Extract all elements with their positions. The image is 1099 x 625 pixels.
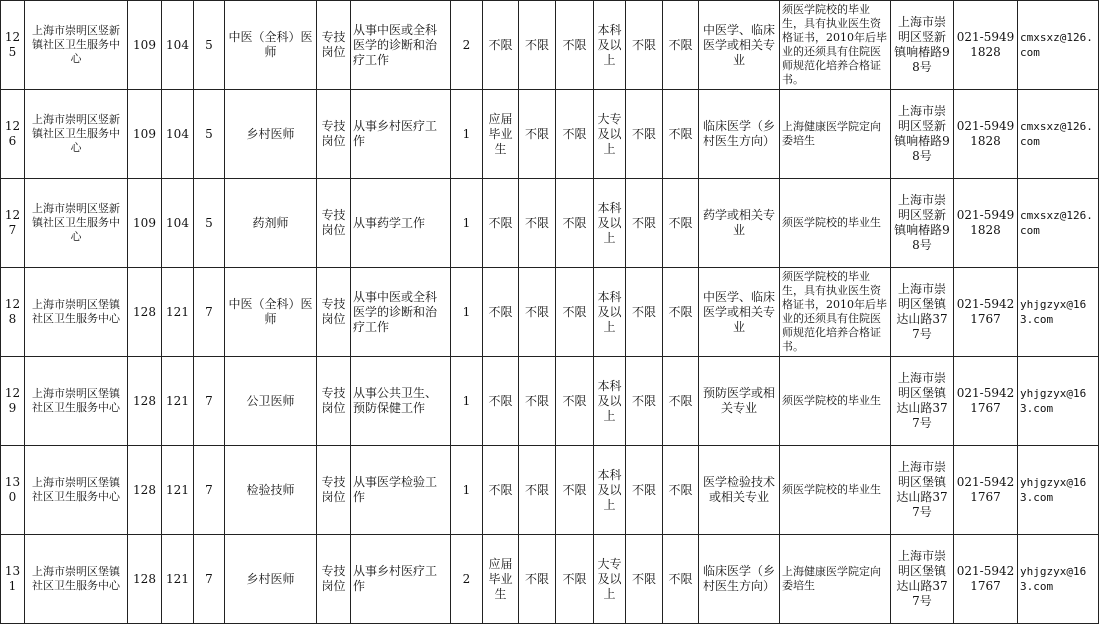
- position-type: 专技岗位: [317, 268, 351, 357]
- unit-name: 上海市崇明区竖新镇社区卫生服务中心: [25, 90, 128, 179]
- unit-name: 上海市崇明区竖新镇社区卫生服务中心: [25, 1, 128, 90]
- other-requirements: 须医学院校的毕业生: [780, 446, 891, 535]
- position-name: 药剂师: [225, 179, 317, 268]
- position-name: 乡村医师: [225, 90, 317, 179]
- address: 上海市崇明区堡镇达山路377号: [891, 357, 954, 446]
- position-name: 中医（全科）医师: [225, 268, 317, 357]
- category-code: 7: [194, 535, 225, 624]
- req-1: 不限: [483, 179, 519, 268]
- req-5: 不限: [663, 357, 699, 446]
- unit-name: 上海市崇明区堡镇社区卫生服务中心: [25, 357, 128, 446]
- req-2: 不限: [519, 357, 556, 446]
- dept-code: 104: [162, 90, 194, 179]
- table-row: [1, 268, 1099, 357]
- education: 本科及以上: [594, 446, 626, 535]
- education: 本科及以上: [594, 1, 626, 90]
- job-duty: 从事乡村医疗工作: [351, 90, 451, 179]
- req-5: 不限: [663, 535, 699, 624]
- table-row: [1, 90, 1099, 179]
- req-4: 不限: [626, 357, 663, 446]
- row-number: 128: [1, 268, 25, 357]
- unit-code: 109: [128, 179, 162, 268]
- unit-name: 上海市崇明区堡镇社区卫生服务中心: [25, 446, 128, 535]
- position-name: 公卫医师: [225, 357, 317, 446]
- job-duty: 从事医学检验工作: [351, 446, 451, 535]
- table-row: [1, 179, 1099, 268]
- phone: 021-59421767: [954, 357, 1018, 446]
- req-4: 不限: [626, 90, 663, 179]
- req-3: 不限: [556, 1, 594, 90]
- row-number: 129: [1, 357, 25, 446]
- position-type: 专技岗位: [317, 446, 351, 535]
- position-type: 专技岗位: [317, 1, 351, 90]
- address: 上海市崇明区堡镇达山路377号: [891, 268, 954, 357]
- address: 上海市崇明区堡镇达山路377号: [891, 535, 954, 624]
- req-2: 不限: [519, 179, 556, 268]
- major: 临床医学（乡村医生方向）: [699, 535, 780, 624]
- dept-code: 104: [162, 1, 194, 90]
- dept-code: 121: [162, 446, 194, 535]
- req-3: 不限: [556, 90, 594, 179]
- table-row: [1, 357, 1099, 446]
- category-code: 5: [194, 90, 225, 179]
- table-row: [1, 535, 1099, 624]
- table-row: [1, 1, 1099, 90]
- req-3: 不限: [556, 535, 594, 624]
- row-number: 130: [1, 446, 25, 535]
- major: 预防医学或相关专业: [699, 357, 780, 446]
- other-requirements: 须医学院校的毕业生: [780, 357, 891, 446]
- req-5: 不限: [663, 268, 699, 357]
- email: cmxsxz@126.com: [1018, 179, 1099, 268]
- position-type: 专技岗位: [317, 357, 351, 446]
- education: 本科及以上: [594, 357, 626, 446]
- position-name: 中医（全科）医师: [225, 1, 317, 90]
- req-1: 应届毕业生: [483, 90, 519, 179]
- req-2: 不限: [519, 535, 556, 624]
- hire-count: 1: [451, 179, 483, 268]
- major: 中医学、临床医学或相关专业: [699, 268, 780, 357]
- email: cmxsxz@126.com: [1018, 90, 1099, 179]
- req-2: 不限: [519, 268, 556, 357]
- category-code: 5: [194, 179, 225, 268]
- hire-count: 1: [451, 357, 483, 446]
- email: yhjgzyx@163.com: [1018, 535, 1099, 624]
- unit-name: 上海市崇明区堡镇社区卫生服务中心: [25, 268, 128, 357]
- job-duty: 从事中医或全科医学的诊断和治疗工作: [351, 268, 451, 357]
- dept-code: 121: [162, 535, 194, 624]
- email: cmxsxz@126.com: [1018, 1, 1099, 90]
- job-duty: 从事中医或全科医学的诊断和治疗工作: [351, 1, 451, 90]
- other-requirements: 上海健康医学院定向委培生: [780, 535, 891, 624]
- address: 上海市崇明区竖新镇响椿路98号: [891, 90, 954, 179]
- row-number: 125: [1, 1, 25, 90]
- unit-code: 128: [128, 268, 162, 357]
- phone: 021-59421767: [954, 268, 1018, 357]
- unit-name: 上海市崇明区竖新镇社区卫生服务中心: [25, 179, 128, 268]
- other-requirements: 上海健康医学院定向委培生: [780, 90, 891, 179]
- req-1: 不限: [483, 357, 519, 446]
- req-3: 不限: [556, 179, 594, 268]
- hire-count: 1: [451, 446, 483, 535]
- email: yhjgzyx@163.com: [1018, 268, 1099, 357]
- req-5: 不限: [663, 90, 699, 179]
- address: 上海市崇明区竖新镇响椿路98号: [891, 1, 954, 90]
- job-duty: 从事乡村医疗工作: [351, 535, 451, 624]
- unit-code: 128: [128, 535, 162, 624]
- req-1: 不限: [483, 446, 519, 535]
- req-5: 不限: [663, 446, 699, 535]
- row-number: 127: [1, 179, 25, 268]
- table-row: [1, 446, 1099, 535]
- position-type: 专技岗位: [317, 535, 351, 624]
- position-name: 乡村医师: [225, 535, 317, 624]
- hire-count: 2: [451, 1, 483, 90]
- row-number: 126: [1, 90, 25, 179]
- hire-count: 1: [451, 90, 483, 179]
- position-type: 专技岗位: [317, 179, 351, 268]
- phone: 021-59421767: [954, 535, 1018, 624]
- req-4: 不限: [626, 268, 663, 357]
- education: 大专及以上: [594, 535, 626, 624]
- unit-name: 上海市崇明区堡镇社区卫生服务中心: [25, 535, 128, 624]
- req-3: 不限: [556, 268, 594, 357]
- dept-code: 121: [162, 268, 194, 357]
- hire-count: 1: [451, 268, 483, 357]
- req-1: 不限: [483, 1, 519, 90]
- education: 本科及以上: [594, 268, 626, 357]
- req-2: 不限: [519, 1, 556, 90]
- unit-code: 128: [128, 446, 162, 535]
- dept-code: 121: [162, 357, 194, 446]
- category-code: 7: [194, 446, 225, 535]
- phone: 021-59421767: [954, 446, 1018, 535]
- req-5: 不限: [663, 179, 699, 268]
- req-4: 不限: [626, 1, 663, 90]
- job-duty: 从事药学工作: [351, 179, 451, 268]
- category-code: 7: [194, 357, 225, 446]
- email: yhjgzyx@163.com: [1018, 446, 1099, 535]
- other-requirements: 须医学院校的毕业生，具有执业医生资格证书，2010年后毕业的还须具有住院医师规范化培养合格证书。: [780, 1, 891, 90]
- other-requirements: 须医学院校的毕业生: [780, 179, 891, 268]
- row-number: 131: [1, 535, 25, 624]
- unit-code: 109: [128, 1, 162, 90]
- phone: 021-59491828: [954, 179, 1018, 268]
- category-code: 5: [194, 1, 225, 90]
- req-4: 不限: [626, 179, 663, 268]
- major: 中医学、临床医学或相关专业: [699, 1, 780, 90]
- phone: 021-59491828: [954, 90, 1018, 179]
- req-3: 不限: [556, 446, 594, 535]
- position-type: 专技岗位: [317, 90, 351, 179]
- category-code: 7: [194, 268, 225, 357]
- major: 医学检验技术或相关专业: [699, 446, 780, 535]
- req-1: 应届毕业生: [483, 535, 519, 624]
- education: 本科及以上: [594, 179, 626, 268]
- position-name: 检验技师: [225, 446, 317, 535]
- req-2: 不限: [519, 446, 556, 535]
- education: 大专及以上: [594, 90, 626, 179]
- req-2: 不限: [519, 90, 556, 179]
- other-requirements: 须医学院校的毕业生，具有执业医生资格证书，2010年后毕业的还须具有住院医师规范化培养合格证书。: [780, 268, 891, 357]
- req-5: 不限: [663, 1, 699, 90]
- major: 临床医学（乡村医生方向）: [699, 90, 780, 179]
- req-4: 不限: [626, 535, 663, 624]
- unit-code: 128: [128, 357, 162, 446]
- address: 上海市崇明区堡镇达山路377号: [891, 446, 954, 535]
- email: yhjgzyx@163.com: [1018, 357, 1099, 446]
- job-duty: 从事公共卫生、预防保健工作: [351, 357, 451, 446]
- req-4: 不限: [626, 446, 663, 535]
- address: 上海市崇明区竖新镇响椿路98号: [891, 179, 954, 268]
- req-3: 不限: [556, 357, 594, 446]
- dept-code: 104: [162, 179, 194, 268]
- hire-count: 2: [451, 535, 483, 624]
- major: 药学或相关专业: [699, 179, 780, 268]
- req-1: 不限: [483, 268, 519, 357]
- phone: 021-59491828: [954, 1, 1018, 90]
- unit-code: 109: [128, 90, 162, 179]
